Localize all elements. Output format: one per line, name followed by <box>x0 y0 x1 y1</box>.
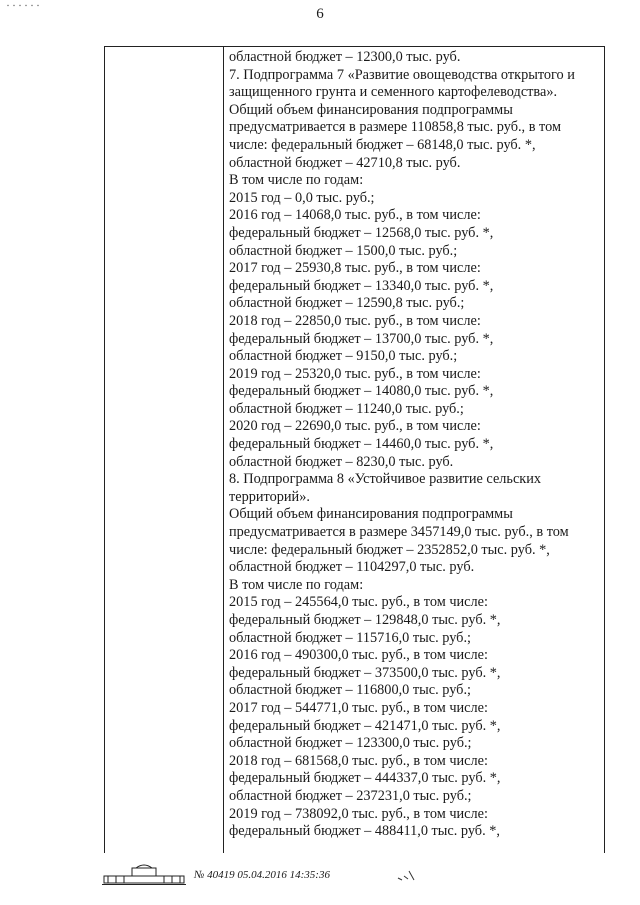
text-line: числе: федеральный бюджет – 68148,0 тыс. руб. *, <box>229 136 536 153</box>
text-line: 2018 год – 22850,0 тыс. руб., в том числе: <box>229 312 481 329</box>
text-line: федеральный бюджет – 129848,0 тыс. руб. *, <box>229 612 501 628</box>
text-line: 2016 год – 14068,0 тыс. руб., в том числе: <box>229 207 481 224</box>
registration-stamp: № 40419 05.04.2016 14:35:36 <box>194 869 330 881</box>
text-line: федеральный бюджет – 488411,0 тыс. руб. *, <box>229 823 500 840</box>
text-line: федеральный бюджет – 14080,0 тыс. руб. *, <box>229 383 494 400</box>
text-line: предусматривается в размере 3457149,0 тыс. руб., в том <box>229 524 569 541</box>
text-line: Общий объем финансирования подпрограммы <box>229 506 513 523</box>
text-line: федеральный бюджет – 444337,0 тыс. руб. *, <box>229 770 501 787</box>
text-line: областной бюджет – 11240,0 тыс. руб.; <box>229 400 464 417</box>
text-line: областной бюджет – 8230,0 тыс. руб. <box>229 453 454 470</box>
text-line: территорий». <box>229 488 310 505</box>
text-line: областной бюджет – 12300,0 тыс. руб. <box>229 49 461 65</box>
document-table <box>104 46 605 853</box>
text-line: областной бюджет – 9150,0 тыс. руб.; <box>229 348 458 365</box>
table-column-divider <box>223 47 224 853</box>
text-line: предусматривается в размере 110858,8 тыс. руб., в том <box>229 119 561 136</box>
text-line: 7. Подпрограмма 7 «Развитие овощеводства открытого и <box>229 66 575 83</box>
text-line: В том числе по годам: <box>229 576 364 593</box>
text-line: В том числе по годам: <box>229 172 364 189</box>
text-line: областной бюджет – 115716,0 тыс. руб.; <box>229 629 471 646</box>
text-line: федеральный бюджет – 12568,0 тыс. руб. *, <box>229 224 494 241</box>
text-line: 2018 год – 681568,0 тыс. руб., в том числе: <box>229 752 488 769</box>
government-building-logo <box>102 864 186 886</box>
page-number: 6 <box>316 6 324 22</box>
text-line: защищенного грунта и семенного картофелеводства». <box>229 84 558 101</box>
text-line: федеральный бюджет – 13340,0 тыс. руб. *, <box>229 277 494 294</box>
text-line: областной бюджет – 12590,8 тыс. руб.; <box>229 295 465 312</box>
text-line: 2016 год – 490300,0 тыс. руб., в том числе: <box>229 647 488 664</box>
text-line: федеральный бюджет – 373500,0 тыс. руб. *, <box>229 664 501 681</box>
text-line: федеральный бюджет – 13700,0 тыс. руб. *, <box>229 330 494 347</box>
text-line: федеральный бюджет – 421471,0 тыс. руб. *, <box>229 717 501 734</box>
text-line: 2015 год – 0,0 тыс. руб.; <box>229 189 375 206</box>
document-footer <box>102 864 330 886</box>
text-line: областной бюджет – 1500,0 тыс. руб.; <box>229 242 458 259</box>
text-line: 2017 год – 544771,0 тыс. руб., в том числе: <box>229 699 488 716</box>
text-line: 8. Подпрограмма 8 «Устойчивое развитие сельских <box>229 471 542 488</box>
text-line: областной бюджет – 116800,0 тыс. руб.; <box>229 682 471 699</box>
text-line: областной бюджет – 123300,0 тыс. руб.; <box>229 735 472 752</box>
text-line: числе: федеральный бюджет – 2352852,0 тыс. руб. *, <box>229 541 550 558</box>
text-line: областной бюджет – 237231,0 тыс. руб.; <box>229 787 472 804</box>
text-line: 2019 год – 738092,0 тыс. руб., в том числе: <box>229 805 488 822</box>
text-line: областной бюджет – 1104297,0 тыс. руб. <box>229 559 475 576</box>
text-line: федеральный бюджет – 14460,0 тыс. руб. *, <box>229 436 494 453</box>
table-text-cell <box>229 49 600 841</box>
text-line: 2019 год – 25320,0 тыс. руб., в том числе: <box>229 365 481 382</box>
text-line: Общий объем финансирования подпрограммы <box>229 101 513 118</box>
text-line: 2017 год – 25930,8 тыс. руб., в том числе: <box>229 260 481 277</box>
text-line: 2020 год – 22690,0 тыс. руб., в том числе: <box>229 418 481 435</box>
pen-tick-mark <box>396 868 418 882</box>
text-line: 2015 год – 245564,0 тыс. руб., в том числе: <box>229 594 488 611</box>
text-line: областной бюджет – 42710,8 тыс. руб. <box>229 154 461 171</box>
